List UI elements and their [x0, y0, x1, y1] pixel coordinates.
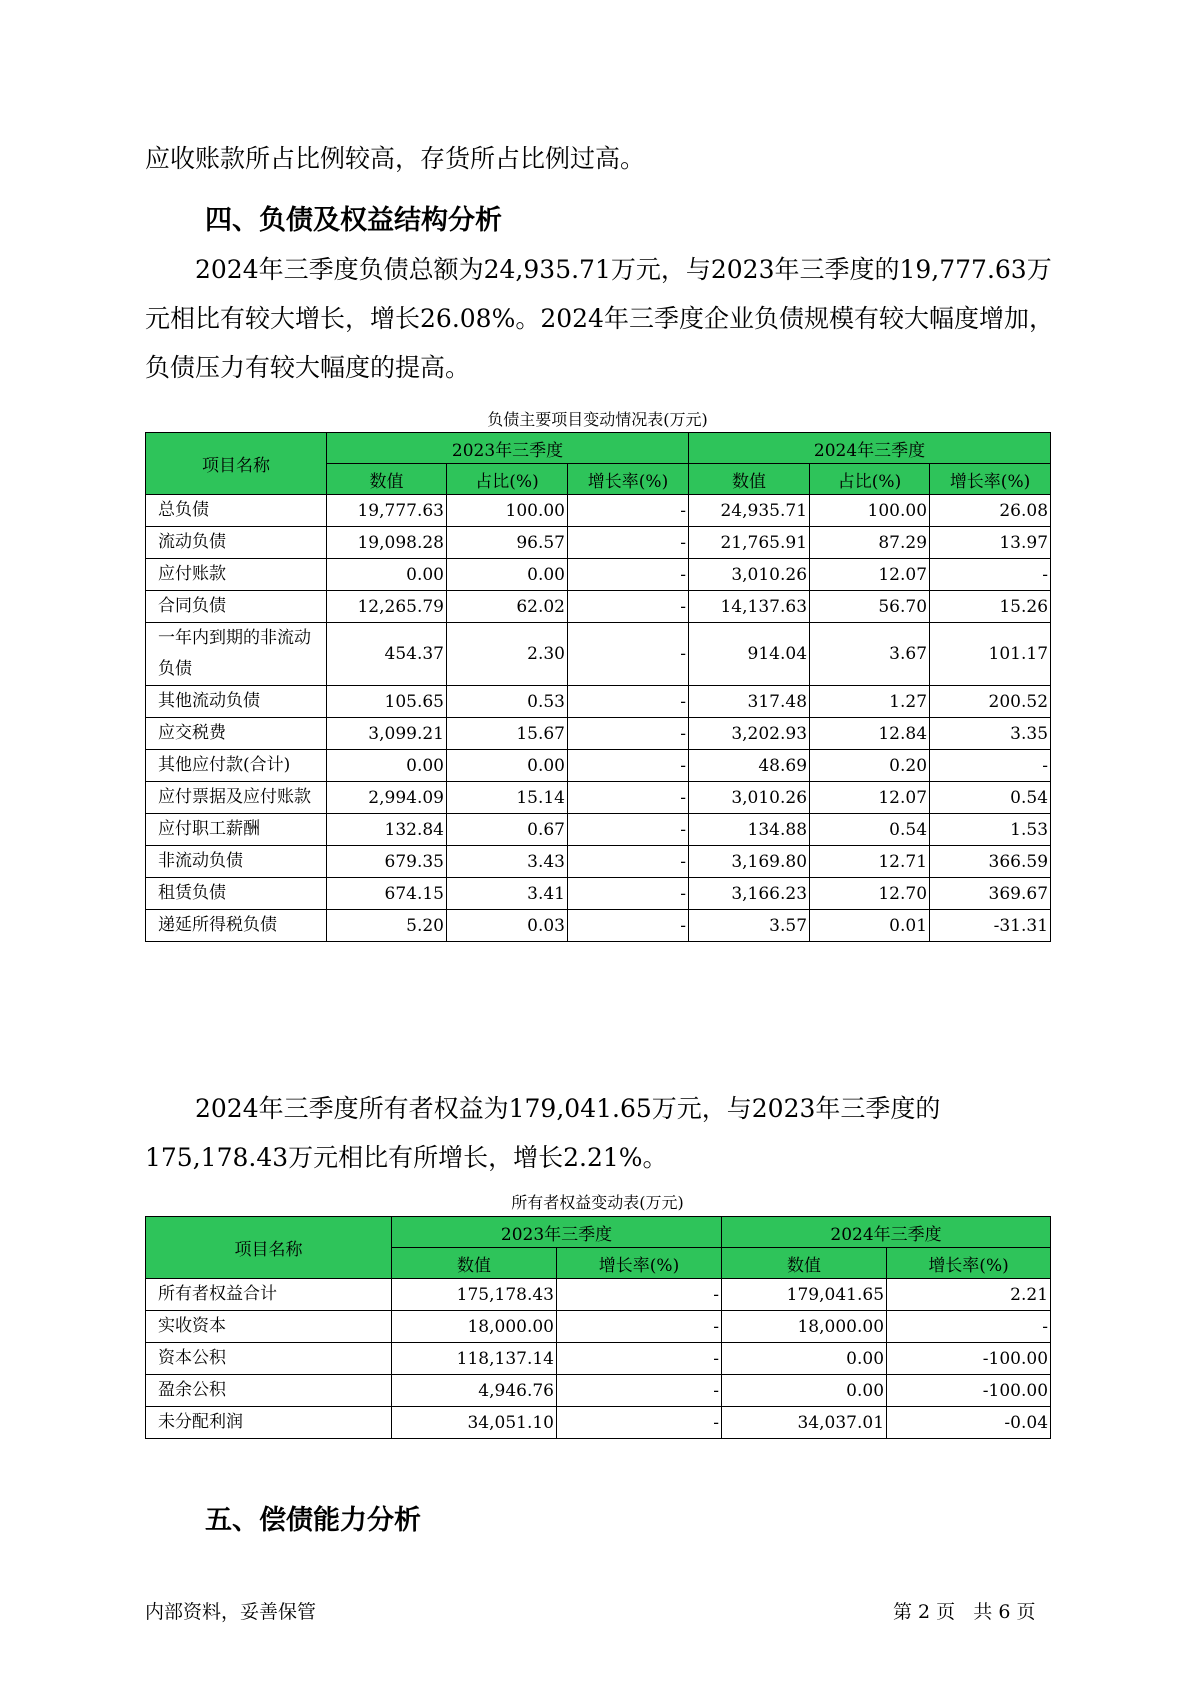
section4-heading: 四、负债及权益结构分析: [205, 205, 502, 236]
liab_table-cell-v23: 132.84: [327, 814, 447, 846]
liab_table-cell-g23: -: [568, 686, 689, 718]
liab-header-item: 项目名称: [146, 433, 327, 495]
liab_table-cell-name: 应付职工薪酬: [146, 814, 327, 846]
liab_table-cell-name: 租赁负债: [146, 878, 327, 910]
liab-sub-growth-2024: 增长率(%): [930, 464, 1051, 495]
equity_table-cell-name: 未分配利润: [146, 1407, 392, 1439]
equity_table-cell-g23: -: [557, 1279, 722, 1311]
liab_table-cell-g24: 369.67: [930, 878, 1051, 910]
equity_table-cell-name: 实收资本: [146, 1311, 392, 1343]
liab_table-cell-g23: -: [568, 591, 689, 623]
liab_table-cell-p24: 12.70: [810, 878, 930, 910]
section4-paragraph-liabilities: 2024年三季度负债总额为24,935.71万元，与2023年三季度的19,777.63万元相比有较大增长，增长26.08%。2024年三季度企业负债规模有较大幅度增加，负债压力有较大幅度的提高。: [145, 255, 1054, 382]
section5-heading: 五、偿债能力分析: [205, 1505, 421, 1536]
liab_table-cell-p24: 12.84: [810, 718, 930, 750]
equity_table-cell-v24: 34,037.01: [722, 1407, 887, 1439]
liab_table-cell-v23: 674.15: [327, 878, 447, 910]
liab_table-cell-v23: 679.35: [327, 846, 447, 878]
liab-header-2024: 2024年三季度: [689, 433, 1051, 464]
liab_table-row: [146, 910, 1051, 942]
liab_table-cell-g24: 101.17: [930, 623, 1051, 686]
liab-sub-value-2023: 数值: [327, 464, 447, 495]
liab_table-cell-g23: -: [568, 910, 689, 942]
liab_table-cell-v23: 19,098.28: [327, 527, 447, 559]
liab_table-cell-g24: 26.08: [930, 495, 1051, 527]
equity-sub-value-2024: 数值: [722, 1248, 887, 1279]
liab_table-cell-g24: 15.26: [930, 591, 1051, 623]
intro-line: 应收账款所占比例较高，存货所占比例过高。: [145, 144, 646, 173]
liab_table-cell-p24: 12.07: [810, 782, 930, 814]
liab_table-cell-name: 应交税费: [146, 718, 327, 750]
footer-page-number: 第 2 页 共 6 页: [893, 1601, 1036, 1623]
liab_table-cell-p23: 15.14: [447, 782, 568, 814]
equity_table-cell-g23: -: [557, 1311, 722, 1343]
equity_table-row: [146, 1375, 1051, 1407]
equity_table-cell-v23: 4,946.76: [392, 1375, 557, 1407]
liab_table-cell-p24: 56.70: [810, 591, 930, 623]
liab_table-cell-name: 总负债: [146, 495, 327, 527]
liab_table-cell-name: 其他应付款(合计): [146, 750, 327, 782]
footer-confidential: 内部资料，妥善保管: [145, 1601, 317, 1623]
equity_table-cell-g24: -0.04: [887, 1407, 1051, 1439]
liab_table-cell-p24: 0.01: [810, 910, 930, 942]
liab_table-row: [146, 495, 1051, 527]
liab_table-cell-g23: -: [568, 623, 689, 686]
equity-sub-value-2023: 数值: [392, 1248, 557, 1279]
liab_table-cell-p23: 0.67: [447, 814, 568, 846]
liab_table-cell-v23: 12,265.79: [327, 591, 447, 623]
liab_table-cell-p24: 1.27: [810, 686, 930, 718]
liab_table-row: [146, 750, 1051, 782]
liab_table-cell-name: 非流动负债: [146, 846, 327, 878]
equity_table-cell-g24: 2.21: [887, 1279, 1051, 1311]
liab_table-cell-g23: -: [568, 782, 689, 814]
liab_table-cell-name: 递延所得税负债: [146, 910, 327, 942]
equity_table-cell-name: 资本公积: [146, 1343, 392, 1375]
liab_table-cell-g23: -: [568, 878, 689, 910]
liab_table-cell-g24: 3.35: [930, 718, 1051, 750]
liab_table-cell-v24: 3.57: [689, 910, 810, 942]
liab_table-cell-name: 其他流动负债: [146, 686, 327, 718]
liab_table-cell-v23: 3,099.21: [327, 718, 447, 750]
liab_table-cell-v24: 134.88: [689, 814, 810, 846]
liab-sub-value-2024: 数值: [689, 464, 810, 495]
equity_table-cell-g24: -100.00: [887, 1375, 1051, 1407]
liab_table-row: [146, 527, 1051, 559]
liab_table-cell-v23: 5.20: [327, 910, 447, 942]
liab_table-cell-g23: -: [568, 846, 689, 878]
liab_table-row: [146, 782, 1051, 814]
liab_table-cell-v24: 914.04: [689, 623, 810, 686]
liab_table-row: [146, 623, 1051, 686]
liab_table-cell-g23: -: [568, 718, 689, 750]
liab_table-cell-v23: 0.00: [327, 750, 447, 782]
liab_table-cell-v24: 3,169.80: [689, 846, 810, 878]
liab_table-cell-p24: 12.07: [810, 559, 930, 591]
equity_table-cell-name: 盈余公积: [146, 1375, 392, 1407]
liab_table-row: [146, 814, 1051, 846]
liab_table-cell-p23: 0.03: [447, 910, 568, 942]
liab_table-cell-p24: 3.67: [810, 623, 930, 686]
equity_table-row: [146, 1279, 1051, 1311]
liab_table-cell-g24: 200.52: [930, 686, 1051, 718]
liab_table-cell-v24: 21,765.91: [689, 527, 810, 559]
liab_table-cell-v23: 105.65: [327, 686, 447, 718]
equity-table-caption: 所有者权益变动表(万元): [511, 1193, 684, 1212]
liab_table-cell-p24: 87.29: [810, 527, 930, 559]
liab_table-cell-p24: 0.20: [810, 750, 930, 782]
liab_table-cell-p24: 12.71: [810, 846, 930, 878]
liab_table-cell-g24: -: [930, 750, 1051, 782]
liab-header-2023: 2023年三季度: [327, 433, 689, 464]
liab_table-cell-p23: 3.41: [447, 878, 568, 910]
liab_table-cell-p23: 2.30: [447, 623, 568, 686]
equity_table-cell-g23: -: [557, 1407, 722, 1439]
liab_table-cell-p24: 100.00: [810, 495, 930, 527]
equity_table-cell-v23: 175,178.43: [392, 1279, 557, 1311]
liab_table-row: [146, 878, 1051, 910]
liab_table-cell-g24: 1.53: [930, 814, 1051, 846]
liab-sub-share-2024: 占比(%): [810, 464, 930, 495]
equity_table-cell-g23: -: [557, 1343, 722, 1375]
equity_table-row: [146, 1311, 1051, 1343]
liab_table-cell-name: 流动负债: [146, 527, 327, 559]
liab_table-cell-g23: -: [568, 814, 689, 846]
equity_table-cell-g24: -: [887, 1311, 1051, 1343]
equity_table-cell-v24: 179,041.65: [722, 1279, 887, 1311]
liab-table-caption: 负债主要项目变动情况表(万元): [487, 410, 708, 429]
liab_table-cell-name: 合同负债: [146, 591, 327, 623]
liab_table-cell-v23: 454.37: [327, 623, 447, 686]
equity-header-2024: 2024年三季度: [722, 1217, 1051, 1248]
liab_table-row: [146, 591, 1051, 623]
liab_table-cell-p23: 62.02: [447, 591, 568, 623]
liab_table-cell-p23: 0.53: [447, 686, 568, 718]
liab_table-row: [146, 718, 1051, 750]
liab-table-body: [146, 495, 1051, 942]
liab_table-cell-p23: 100.00: [447, 495, 568, 527]
liab_table-cell-v24: 24,935.71: [689, 495, 810, 527]
equity_table-cell-name: 所有者权益合计: [146, 1279, 392, 1311]
equity-sub-growth-2023: 增长率(%): [557, 1248, 722, 1279]
equity-sub-growth-2024: 增长率(%): [887, 1248, 1051, 1279]
equity_table-cell-v24: 0.00: [722, 1343, 887, 1375]
liab_table-cell-g23: -: [568, 495, 689, 527]
equity_table-cell-g23: -: [557, 1375, 722, 1407]
liab_table-cell-p23: 0.00: [447, 750, 568, 782]
equity_table-cell-v24: 18,000.00: [722, 1311, 887, 1343]
liab_table-cell-p23: 15.67: [447, 718, 568, 750]
equity-header-2023: 2023年三季度: [392, 1217, 722, 1248]
liab_table-row: [146, 559, 1051, 591]
liab_table-cell-g24: 366.59: [930, 846, 1051, 878]
liab_table-cell-v24: 3,166.23: [689, 878, 810, 910]
liab_table-cell-name: 应付票据及应付账款: [146, 782, 327, 814]
liab_table-cell-v24: 3,202.93: [689, 718, 810, 750]
equity_table-cell-g24: -100.00: [887, 1343, 1051, 1375]
equity_table-row: [146, 1407, 1051, 1439]
equity_table-cell-v23: 34,051.10: [392, 1407, 557, 1439]
liab_table-cell-p23: 3.43: [447, 846, 568, 878]
liab_table-cell-g24: 13.97: [930, 527, 1051, 559]
equity-header-item: 项目名称: [146, 1217, 392, 1279]
equity-table: [145, 1216, 1051, 1439]
liab_table-cell-g24: 0.54: [930, 782, 1051, 814]
liab_table-cell-v23: 19,777.63: [327, 495, 447, 527]
liab_table-cell-p23: 0.00: [447, 559, 568, 591]
liab-sub-share-2023: 占比(%): [447, 464, 568, 495]
liab-sub-growth-2023: 增长率(%): [568, 464, 689, 495]
liab_table-cell-v24: 48.69: [689, 750, 810, 782]
equity_table-cell-v23: 18,000.00: [392, 1311, 557, 1343]
section4-paragraph-equity: 2024年三季度所有者权益为179,041.65万元，与2023年三季度的175,178.43万元相比有所增长，增长2.21%。: [145, 1094, 941, 1172]
equity_table-row: [146, 1343, 1051, 1375]
liab_table-cell-v24: 317.48: [689, 686, 810, 718]
liab_table-cell-name: 一年内到期的非流动负债: [146, 623, 327, 686]
liab_table-cell-g24: -: [930, 559, 1051, 591]
liab_table-cell-p24: 0.54: [810, 814, 930, 846]
liab_table-cell-v23: 2,994.09: [327, 782, 447, 814]
liab_table-cell-g23: -: [568, 559, 689, 591]
liab_table-cell-v24: 14,137.63: [689, 591, 810, 623]
liab_table-cell-v23: 0.00: [327, 559, 447, 591]
liab_table-row: [146, 846, 1051, 878]
liab_table-cell-name: 应付账款: [146, 559, 327, 591]
liab_table-cell-v24: 3,010.26: [689, 559, 810, 591]
equity_table-cell-v23: 118,137.14: [392, 1343, 557, 1375]
liab_table-cell-p23: 96.57: [447, 527, 568, 559]
liab_table-row: [146, 686, 1051, 718]
equity_table-cell-v24: 0.00: [722, 1375, 887, 1407]
liab_table-cell-g23: -: [568, 527, 689, 559]
liab_table-cell-g23: -: [568, 750, 689, 782]
equity-table-body: [146, 1279, 1051, 1439]
liab-table: [145, 432, 1051, 942]
liab_table-cell-g24: -31.31: [930, 910, 1051, 942]
liab_table-cell-v24: 3,010.26: [689, 782, 810, 814]
